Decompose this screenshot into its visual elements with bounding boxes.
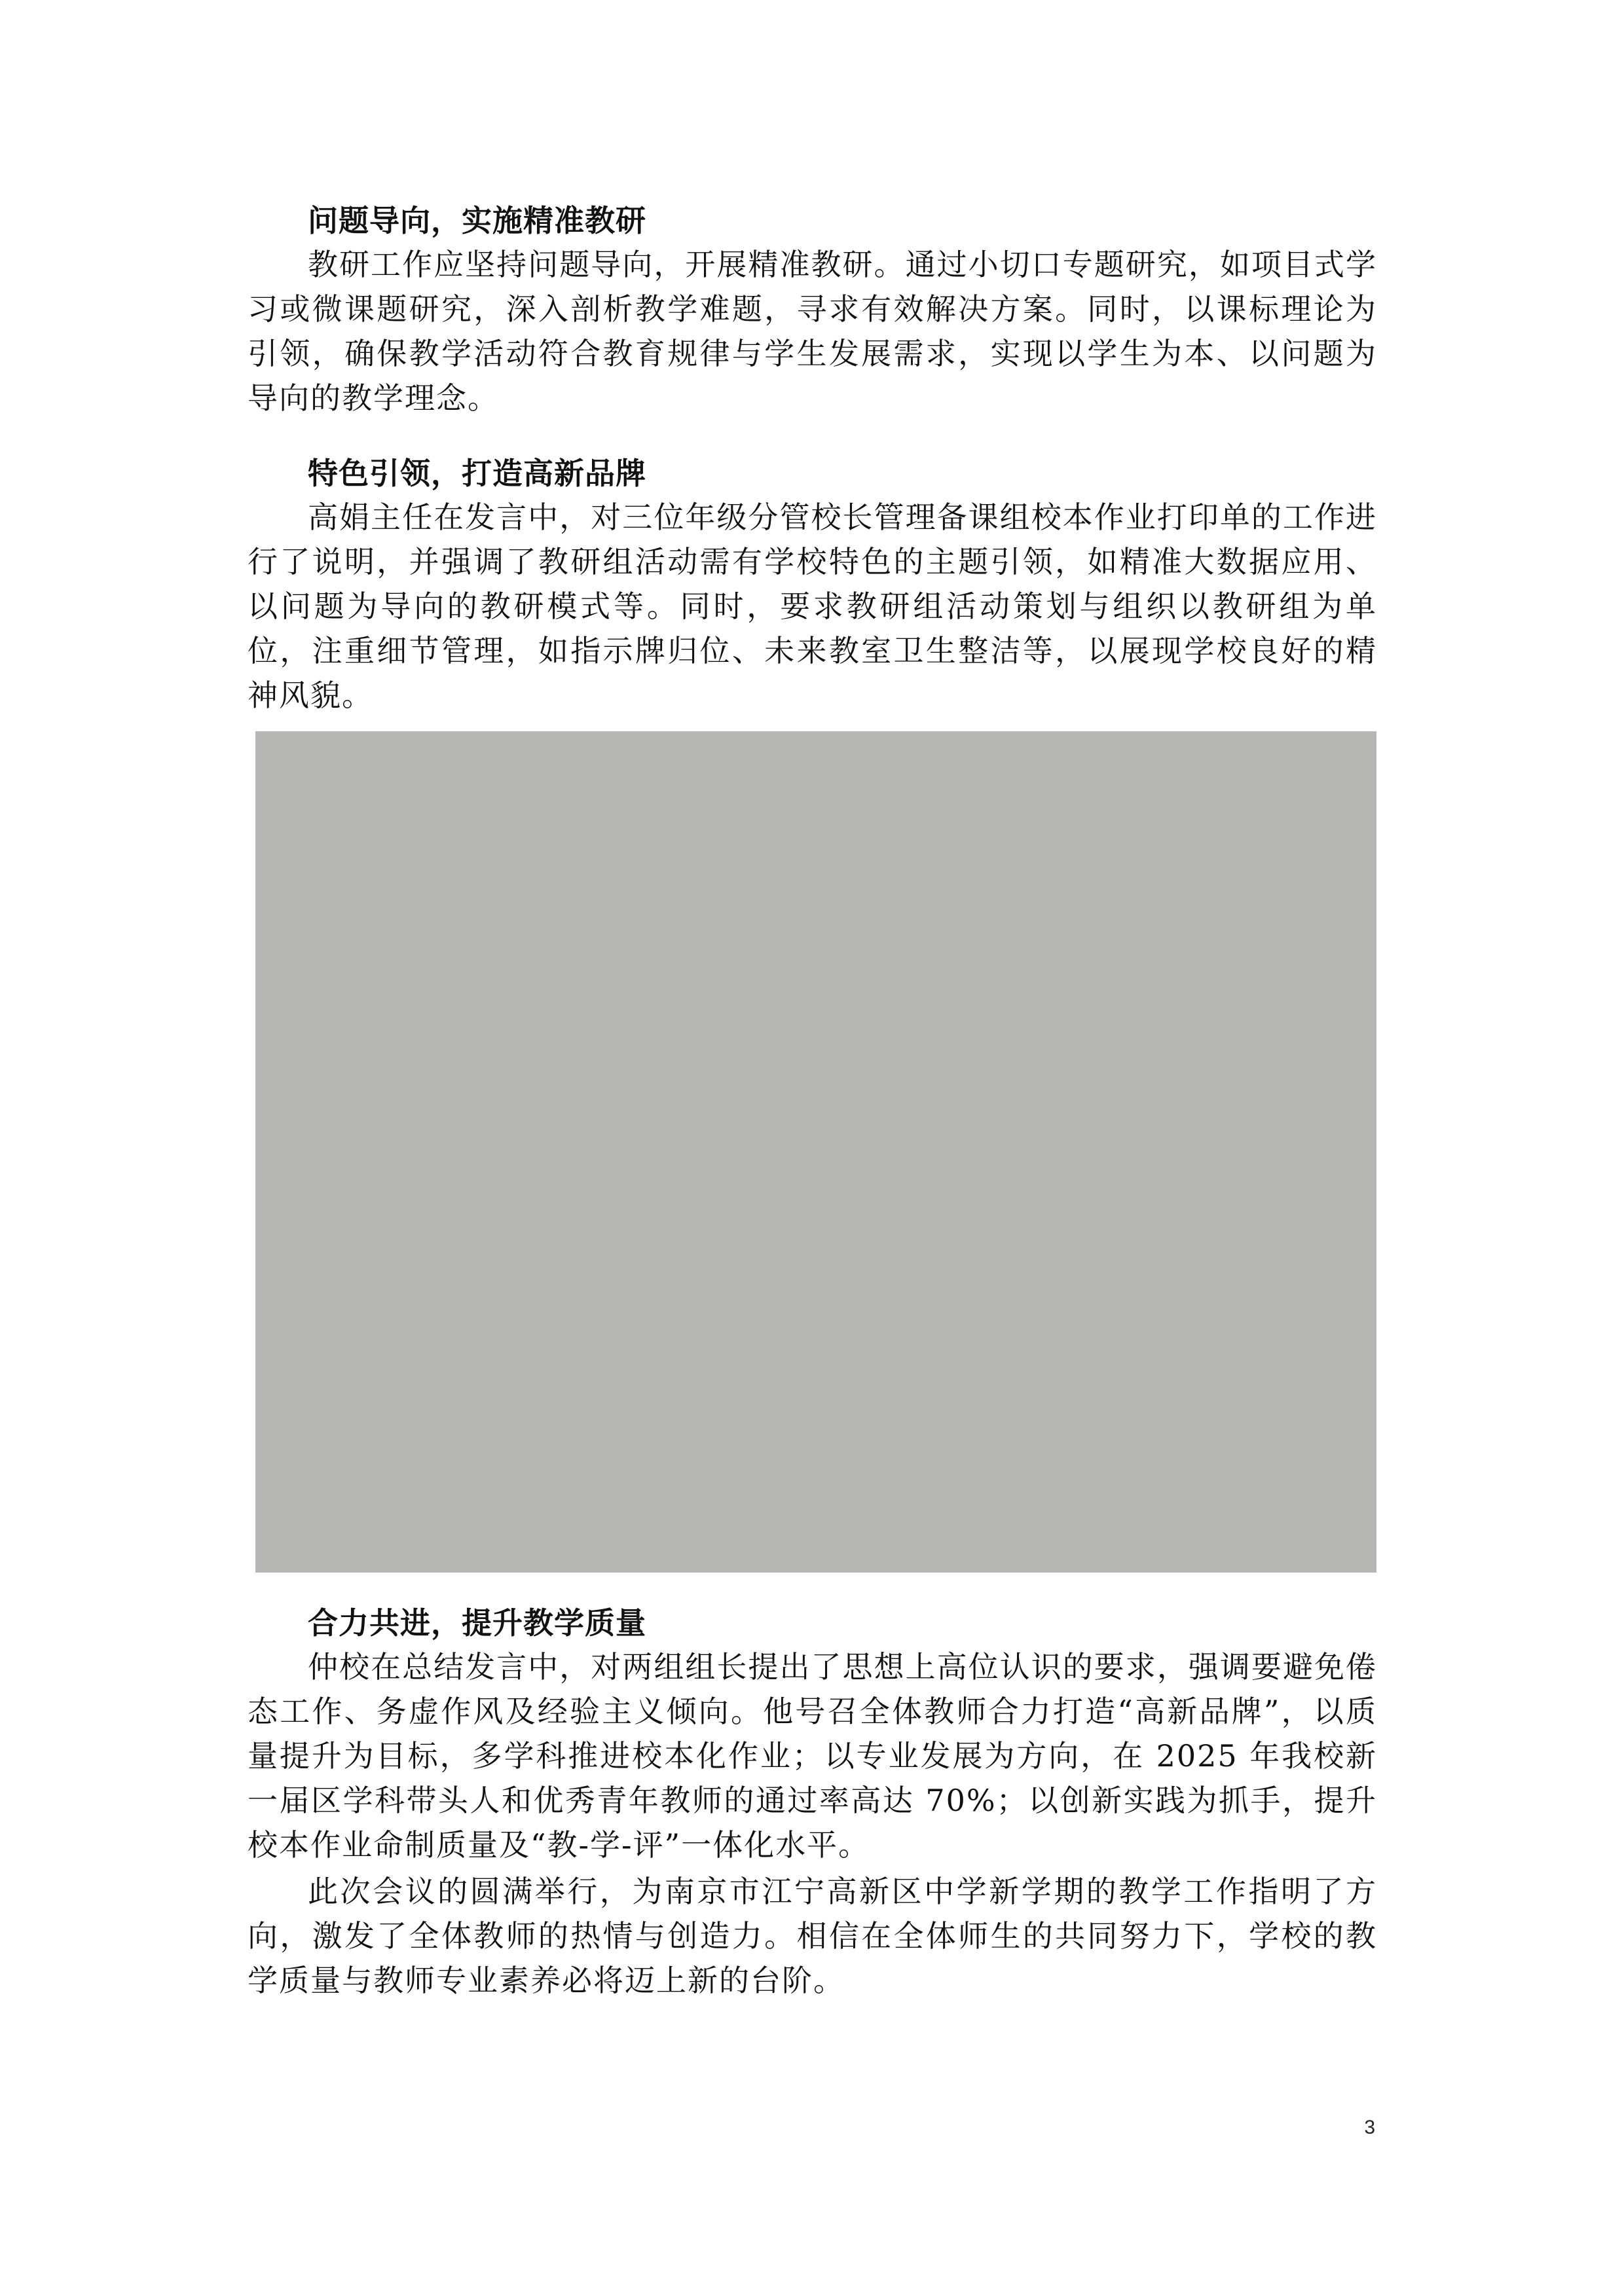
section-brand <box>248 452 1377 718</box>
section-quality <box>248 1601 1377 1867</box>
section-paragraph: 教研工作应坚持问题导向，开展精准教研。通过小切口专题研究，如项目式学习或微课题研究，深入剖析教学难题，寻求有效解决方案。同时，以课标理论为引领，确保教学活动符合教育规律与学生发展需求，实现以学生为本、以问题为导向的教学理念。 <box>248 247 1377 416</box>
section-heading: 问题导向，实施精准教研 <box>308 203 646 238</box>
section-problem-oriented <box>248 199 1377 420</box>
section-heading: 特色引领，打造高新品牌 <box>308 456 646 491</box>
section-paragraph: 此次会议的圆满举行，为南京市江宁高新区中学新学期的教学工作指明了方向，激发了全体教师的热情与创造力。相信在全体师生的共同努力下，学校的教学质量与教师专业素养必将迈上新的台阶。 <box>248 1874 1377 1998</box>
meeting-photo <box>255 731 1376 1573</box>
section-heading: 合力共进，提升教学质量 <box>308 1605 646 1641</box>
page-number: 3 <box>1364 2117 1375 2138</box>
section-paragraph: 仲校在总结发言中，对两组组长提出了思想上高位认识的要求，强调要避免倦态工作、务虚作风及经验主义倾向。他号召全体教师合力打造“高新品牌”，以质量提升为目标，多学科推进校本化作业；以专业发展为方向，在 2025 年我校新一届区学科带头人和优秀青年教师的通过率高达 70%；以创新实践为抓手，提升校本作业命制质量及“教-学-评”一体化水平。 <box>248 1649 1377 1863</box>
section-conclusion <box>248 1869 1377 2003</box>
section-paragraph: 高娟主任在发言中，对三位年级分管校长管理备课组校本作业打印单的工作进行了说明，并强调了教研组活动需有学校特色的主题引领，如精准大数据应用、以问题为导向的教研模式等。同时，要求教研组活动策划与组织以教研组为单位，注重细节管理，如指示牌归位、未来教室卫生整洁等，以展现学校良好的精神风貌。 <box>248 500 1377 713</box>
